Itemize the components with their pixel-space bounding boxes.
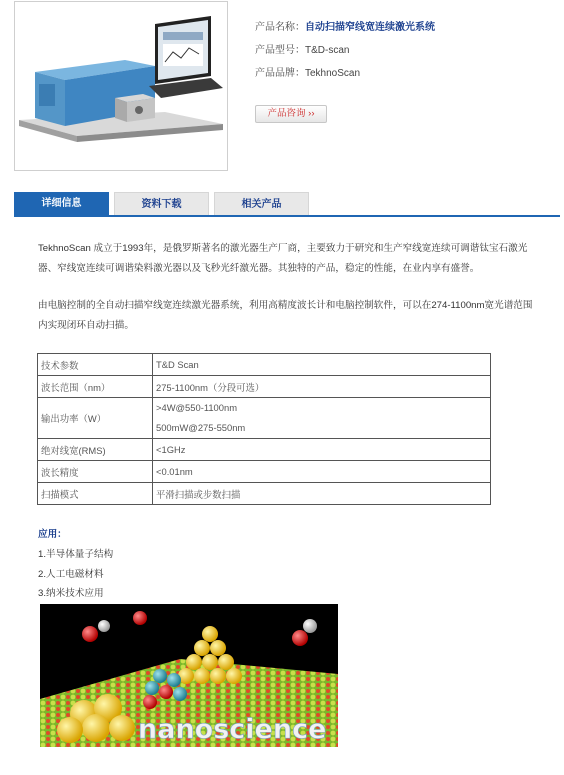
product-name-label: 产品名称： [255,22,305,33]
spec-value: 500mW@275-550nm [156,422,246,433]
table-row [38,376,491,398]
table-row [38,461,491,483]
spec-value-cell [153,398,491,439]
product-model-value: T&D-scan [305,45,350,56]
table-row [38,439,491,461]
tab-details[interactable]: 详细信息 [14,192,109,215]
tab-downloads[interactable]: 资料下载 [114,192,209,215]
spec-param: 波长精度 [38,461,153,483]
table-row [38,354,491,376]
application-heading: 应用： [38,529,67,540]
intro-paragraph-1: TekhnoScan 成立于1993年，是俄罗斯著名的激光器生产厂商，主要致力于研究和生产窄线宽连续可调谐钛宝石激光器、窄线宽连续可调谐染料激光器以及飞秒光纤激光器。其独特的产品，稳定的性能，在业内享有盛誉。 [38,243,528,274]
spec-param: 技术参数 [38,354,153,376]
list-item: 3.纳米技术应用 [38,588,104,599]
product-inquiry-button[interactable]: 产品咨询 ›› [255,105,327,123]
product-brand-row [255,64,360,79]
product-model-label: 产品型号： [255,45,305,56]
tab-related-products[interactable]: 相关产品 [214,192,309,215]
product-image [14,1,228,171]
product-model-row [255,41,349,56]
product-brand-label: 产品品牌： [255,68,305,79]
spec-table [37,353,491,505]
product-name-value: 自动扫描窄线宽连续激光系统 [305,22,435,33]
spec-value: 平滑扫描或步数扫描 [153,483,491,505]
spec-param: 输出功率（W） [38,398,153,439]
product-brand-value: TekhnoScan [305,68,361,79]
spec-param: 扫描模式 [38,483,153,505]
nanoscience-image [40,604,338,747]
tab-underline [14,215,560,217]
spec-value: >4W@550-1100nm [156,402,238,413]
list-item: 1.半导体量子结构 [38,549,114,560]
spec-value: <1GHz [153,439,491,461]
spec-value: T&D Scan [153,354,491,376]
spec-param: 绝对线宽(RMS) [38,439,153,461]
spec-value: <0.01nm [153,461,491,483]
spec-param: 波长范围（nm） [38,376,153,398]
spec-value: 275-1100nm（分段可选） [153,376,491,398]
list-item: 2.人工电磁材料 [38,569,104,580]
table-row [38,483,491,505]
nanoscience-caption: nanoscience [138,714,327,745]
product-name-row [255,18,435,33]
intro-paragraph-2: 由电脑控制的全自动扫描窄线宽连续激光器系统，利用高精度波长计和电脑控制软件，可以在274-1100nm宽光谱范围内实现闭环自动扫描。 [38,300,533,331]
table-row [38,398,491,439]
